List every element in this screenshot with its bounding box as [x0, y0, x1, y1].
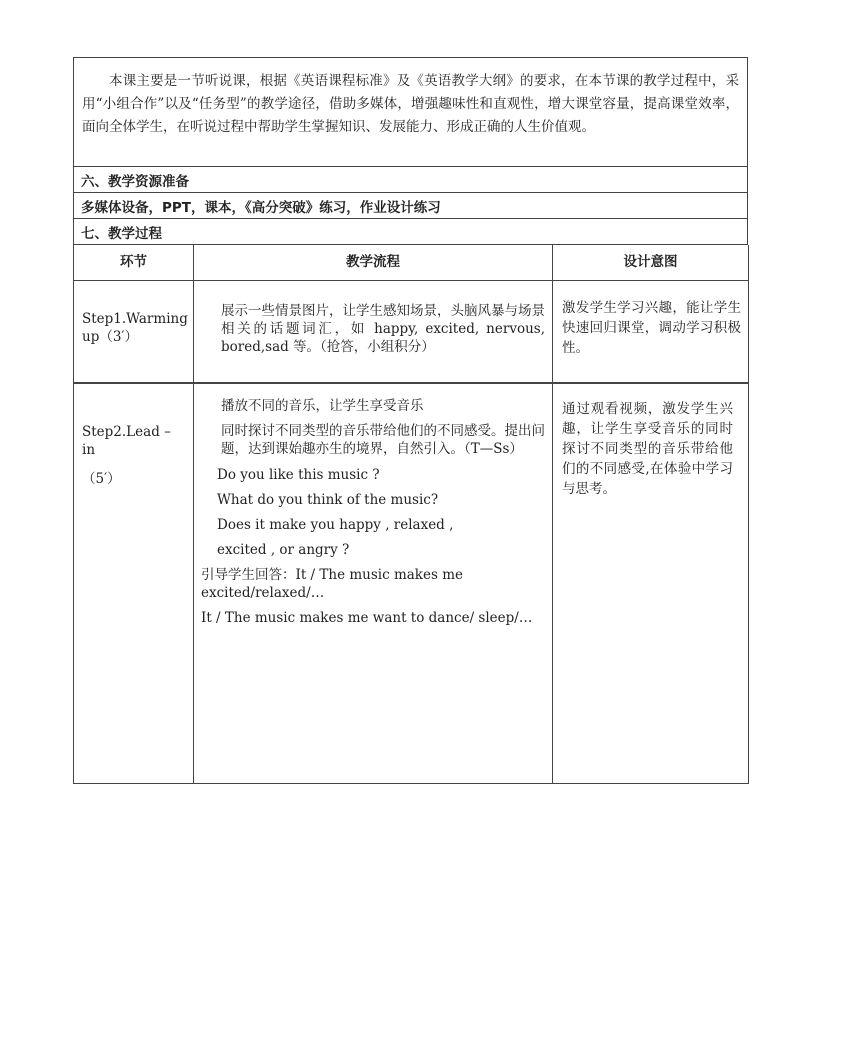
header-stage: 环节 [74, 245, 194, 280]
lesson-plan-document [73, 57, 748, 784]
step2-intent: 通过观看视频，激发学生兴趣，让学生享受音乐的同时探讨不同类型的音乐带给他们的不同感受,在体验中学习与思考。 [562, 401, 733, 497]
flow-line: 播放不同的音乐，让学生享受音乐 [221, 398, 424, 414]
step1-intent: 激发学生学习兴趣，能让学生快速回归课堂，调动学习积极性。 [562, 299, 741, 356]
flow-line: It / The music makes me want to dance/ sleep/… [201, 610, 533, 626]
flow-line: excited , or angry ? [217, 542, 350, 558]
step1-name-cell [74, 280, 194, 383]
table-row [74, 280, 749, 383]
step2-name-cell [74, 383, 194, 783]
table-row [74, 383, 749, 783]
step2-duration: （5′） [82, 471, 121, 487]
step1-flow-cell [194, 280, 553, 383]
step2-intent-cell [553, 383, 749, 783]
teaching-process-table [73, 245, 749, 784]
flow-line: What do you think of the music? [217, 492, 439, 508]
step2-flow-cell [194, 383, 553, 783]
flow-line: 引导学生回答：It / The music makes me excited/relaxed/… [201, 567, 463, 601]
step1-flow: 展示一些情景图片，让学生感知场景，头脑风暴与场景相关的话题词汇，如 happy, excited, nervous, bored,sad 等。（抢答，小组积分） [221, 302, 545, 355]
section7-title: 七、教学过程 [73, 219, 748, 245]
step2-name: Step2.Lead – in [82, 424, 171, 458]
section6-content: 多媒体设备，PPT，课本，《高分突破》练习，作业设计练习 [73, 193, 748, 219]
flow-line: 同时探讨不同类型的音乐带给他们的不同感受。提出问题，达到课始趣亦生的境界，自然引入。（T—Ss） [221, 423, 545, 457]
flow-line: Does it make you happy , relaxed , [217, 517, 454, 533]
header-intent: 设计意图 [553, 245, 749, 280]
flow-line: Do you like this music ? [217, 467, 380, 483]
step1-intent-cell [553, 280, 749, 383]
step1-name: Step1.Warming up（3′） [82, 310, 188, 345]
table-header-row [74, 245, 749, 280]
intro-paragraph: 本课主要是一节听说课，根据《英语课程标准》及《英语教学大纲》的要求，在本节课的教学过程中，采用“小组合作”以及“任务型”的教学途径，借助多媒体，增强趣味性和直观性，增大课堂容量，提高课堂效率，面向全体学生，在听说过程中帮助学生掌握知识、发展能力、形成正确的人生价值观。 [73, 57, 748, 167]
header-flow: 教学流程 [194, 245, 553, 280]
section6-title: 六、教学资源准备 [73, 167, 748, 193]
